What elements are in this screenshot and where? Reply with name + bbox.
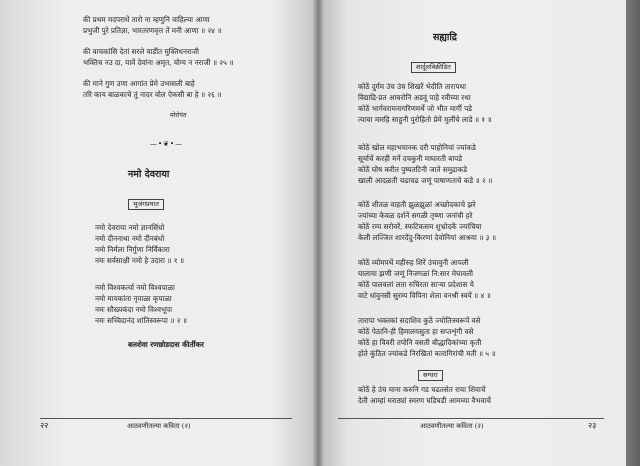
verse-line: देती आम्हां मराठ्यां स्मरण घडिघडी आमच्या वैभवाचें xyxy=(358,396,491,405)
footer-rule xyxy=(40,418,292,419)
author-credit: मोरोपंत xyxy=(170,112,187,119)
verse-line: वाटे धांवुनसी सुरम्य विपिना शेला वनश्री स्वयें ॥ ४ ॥ xyxy=(358,291,491,300)
book-gutter xyxy=(312,0,324,466)
author-credit: बलशेवा रणछोडदास कीर्तीकर xyxy=(128,340,204,349)
verse-line: खाली आदळती चढाचढ जणूं पाषाणताचे कडे ॥ २ ॥ xyxy=(358,176,493,185)
verse-line: की प्रथम मदपराधें तारो ना म्हणुनि वाहिल्या आणा xyxy=(83,15,210,24)
verse-line: नमः सर्वसाक्षी नमो हे उदारा ॥ १ ॥ xyxy=(95,256,185,265)
verse-line: कोठें भार्गवरामनागरिणमर्थे जो भीत मार्गी पडे xyxy=(358,104,473,113)
right-page xyxy=(318,0,626,466)
verse-line: तारापा भक्तकां सदाशिव कुठें ज्योतिःस्वरूपें वसे xyxy=(358,316,481,325)
verse-line: कोठें हे उंच माना करुनि गड चढतसेत राया शिवाचें xyxy=(358,385,486,394)
meter-label: भुजंगप्रयात xyxy=(128,199,164,210)
verse-line: भक्तिच नउ दा, यावें देवांना अमृत, योग्य न नराजी ॥ २५ ॥ xyxy=(83,58,234,67)
verse-line: नमो विश्वकर्त्या नमो विश्वपाळा xyxy=(95,283,175,292)
verse-line: विद्याद्रि-प्रत आचरोनि अडवूं पाहे रवीच्या रथा xyxy=(358,93,471,102)
verse-line: तरि काय बाळकाचे तुं नादर वोल ऐकसी बा हे ॥ २६ ॥ xyxy=(83,90,222,99)
verse-line: घालाया झणी जणूं निजगळां नि:सार मेघावली xyxy=(358,269,473,278)
running-footer: आठवणीतल्या कविता (२) xyxy=(420,422,484,430)
footer-rule xyxy=(338,418,604,419)
running-footer: आठवणीतल्या कविता (२) xyxy=(127,422,191,430)
verse-line: की माने गुण उणा आगांत प्रेमे उभासली बाहे xyxy=(83,79,195,88)
verse-line: कोठें खोल महाभयानक दरी पाहोनियां ज्यांकडे xyxy=(358,143,476,152)
verse-line: ज्यांच्या केवळ दर्शनें सगळी तृष्णा जनांची हरे xyxy=(358,211,473,220)
verse-line: सूर्याचें करही मनें दचकुनी माघारती बापडे xyxy=(358,154,463,163)
verse-line: प्रभुजी पुरे प्रतिज्ञा, भारतरणवृत्त तें मनी आणा ॥ २४ ॥ xyxy=(83,26,222,35)
verse-line: त्याचा मारहि साहुनी पुरोहितो प्रेमें मुलींचे लाडे ॥ १ ॥ xyxy=(358,115,492,124)
verse-line: कोठें दुर्गम उंच उंच शिखरें भेदीति तारापथा xyxy=(358,82,466,91)
ornament-divider: —•❦•— xyxy=(150,140,184,148)
verse-line: कोठें व्योमपथें महीरुह शिरें उंचावुनी आपली xyxy=(358,258,469,267)
page-edge xyxy=(626,0,640,466)
verse-line: कोठें पेठानि-ही हिमालयसुता हा सप्तशृंगी वसे xyxy=(358,327,474,336)
page-number: २२ xyxy=(40,421,49,430)
verse-line: की वाचकांसि देतां सरले वाडींत मुक्तिधनराजी xyxy=(83,47,199,56)
verse-line: नमो निर्मला निर्गुणा निर्विकारा xyxy=(95,245,170,254)
verse-line: कोठें रम्य सरोवरें, स्फटिकसम शुभ्रोदकें ज्यांचिया xyxy=(358,222,482,231)
poem-title: सह्याद्रि xyxy=(433,32,457,43)
verse-line: कोठें शीतळ वाहती झुळझुळां अच्छोदकाचे झरे xyxy=(358,200,476,209)
verse-line: केली लज्जित शारदेंदु-किरणां देवोनियां आश्रया ॥ ३ ॥ xyxy=(358,233,497,242)
verse-line: नमो देवराया नमो ज्ञानसिंधो xyxy=(95,223,165,232)
page-number: २३ xyxy=(588,421,597,430)
left-page xyxy=(0,0,318,466)
verse-line: नमः सौख्यकंदा नमो विश्वभूपा xyxy=(95,305,172,314)
meter-label: शार्दूलविक्रीडित xyxy=(411,62,456,73)
verse-line: कोठें हा विवरी तपोनि वसती बौद्धादिकांच्या कृती xyxy=(358,338,482,347)
verse-line: होते कुंठित ज्यांकडे निरखितां कारागिरांची मती ॥ ५ ॥ xyxy=(358,349,496,358)
poem-title: नमो देवराया xyxy=(128,169,170,180)
verse-line: नमो दीननाथा नमो दीनबंधो xyxy=(95,234,165,243)
verse-line: कोठें पालवलां लता रुचिरता साऱ्या प्रदेशास ये xyxy=(358,280,474,289)
verse-line: नमो मायकांता नृपाळा कृपाळा xyxy=(95,294,172,303)
verse-line: कोठें घोष करीत पुष्पतटिनी जाते समुद्राकडे xyxy=(358,165,468,174)
meter-label: स्रग्धरा xyxy=(418,370,443,381)
verse-line: नमः सच्चिदानंद शांतिस्वरूपा ॥ २ ॥ xyxy=(95,316,188,325)
